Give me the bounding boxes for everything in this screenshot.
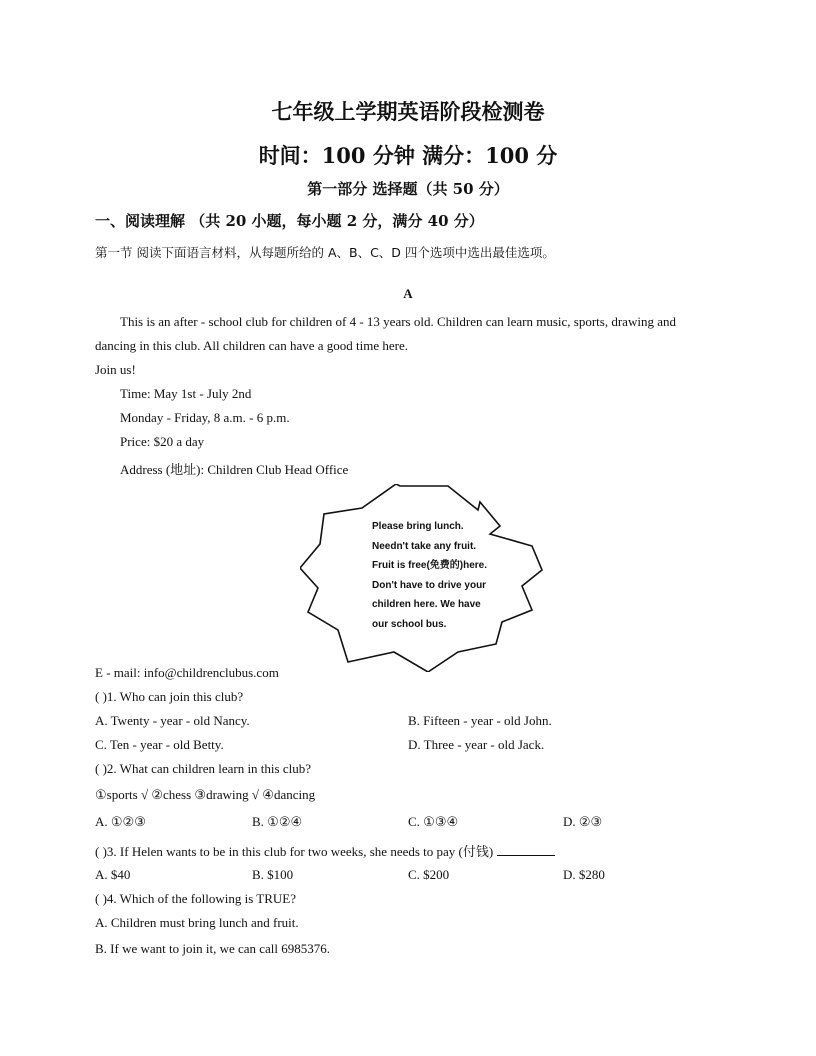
q3-stem-row	[95, 841, 555, 860]
join-text: Join us!	[95, 362, 136, 377]
q2-option-d: D. ②③	[563, 814, 603, 829]
notice-line: children here. We have	[372, 599, 481, 611]
notice-line: our school bus.	[372, 618, 447, 630]
passage-line-2: dancing in this club. All children can have a good time here.	[95, 338, 408, 353]
q3-option-d: D. $280	[563, 867, 605, 882]
exam-time-score: 时间：100 分钟 满分：100 分	[258, 143, 558, 168]
section-instruction: 第一节 阅读下面语言材料，从每题所给的 A、B、C、D 四个选项中选出最佳选项。	[95, 245, 555, 260]
q2-option-c: C. ①③④	[408, 814, 459, 829]
q1-option-d: D. Three - year - old Jack.	[408, 737, 545, 752]
q1-option-b: B. Fifteen - year - old John.	[408, 713, 552, 728]
page-title: 七年级上学期英语阶段检测卷	[271, 99, 545, 124]
q3-option-b: B. $100	[252, 867, 294, 882]
q1-option-a: A. Twenty - year - old Nancy.	[95, 713, 250, 728]
q2-stem: ( )2. What can children learn in this club?	[95, 761, 311, 776]
q4-option-b: B. If we want to join it, we can call 6985376.	[95, 941, 331, 956]
q1-stem: ( )1. Who can join this club?	[95, 689, 244, 704]
club-time: Time: May 1st - July 2nd	[120, 386, 252, 401]
q3-stem: ( )3. If Helen wants to be in this club for two weeks, she needs to pay (付钱)	[95, 844, 494, 859]
q1-option-c: C. Ten - year - old Betty.	[95, 737, 224, 752]
passage-label: A	[403, 286, 413, 301]
passage-line-1: This is an after - school club for children of 4 - 13 years old. Children can learn music, sports, drawing and	[120, 314, 676, 329]
q2-option-b: B. ①②④	[252, 814, 303, 829]
q2-items: ①sports √ ②chess ③drawing √ ④dancing	[95, 787, 316, 802]
club-address: Address (地址): Children Club Head Office	[120, 462, 349, 477]
club-hours: Monday - Friday, 8 a.m. - 6 p.m.	[120, 410, 290, 425]
q4-stem: ( )4. Which of the following is TRUE?	[95, 891, 296, 906]
q3-option-a: A. $40	[95, 867, 131, 882]
notice-line: Please bring lunch.	[372, 521, 464, 532]
part-heading: 第一部分 选择题（共 50 分）	[307, 180, 509, 198]
section-heading: 一、阅读理解 （共 20 小题，每小题 2 分，满分 40 分）	[95, 212, 484, 230]
q2-option-a: A. ①②③	[95, 814, 146, 829]
q4-option-a: A. Children must bring lunch and fruit.	[95, 915, 299, 930]
notice-line: Needn't take any fruit.	[372, 540, 477, 552]
q3-option-c: C. $200	[408, 867, 450, 882]
notice-line: Fruit is free(免费的)here.	[372, 560, 488, 572]
notice-text	[372, 517, 487, 635]
notice-line: Don't have to drive your	[372, 579, 487, 591]
club-email: E - mail: info@childrenclubus.com	[95, 665, 279, 680]
answer-blank	[497, 843, 555, 856]
club-price: Price: $20 a day	[120, 434, 205, 449]
